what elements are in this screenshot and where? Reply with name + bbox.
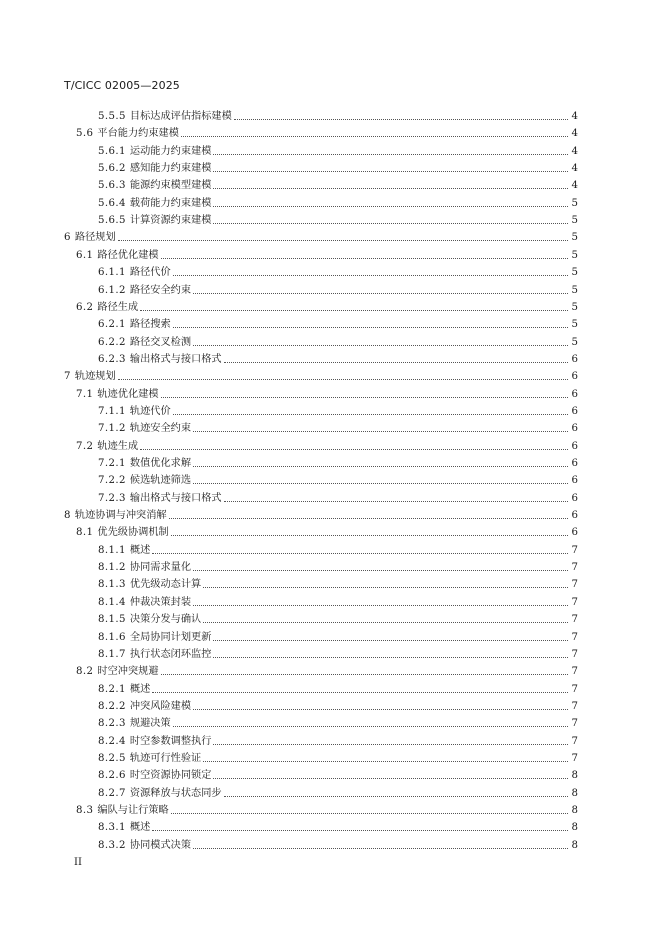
toc-section-title: 全局协同计划更新	[129, 631, 212, 643]
toc-dot-leader	[161, 396, 568, 398]
toc-dot-leader	[213, 743, 567, 745]
toc-section-title: 运动能力约束建模	[129, 145, 212, 157]
toc-section-number: 5.6.4	[98, 197, 126, 209]
toc-section-number: 5.6.2	[98, 163, 126, 175]
toc-dot-leader	[161, 257, 568, 259]
toc-page-number: 6	[571, 440, 578, 452]
toc-section-title: 轨迹协调与冲突消解	[74, 510, 167, 522]
toc-entry[interactable]	[64, 228, 578, 245]
toc-dot-leader	[193, 430, 567, 432]
toc-entry[interactable]	[98, 211, 578, 228]
toc-section-number: 8.2.4	[98, 735, 126, 747]
toc-section-number: 8.1.6	[98, 631, 126, 643]
toc-dot-leader	[118, 378, 568, 380]
toc-section-title: 规避决策	[129, 718, 171, 730]
toc-section-title: 概述	[129, 822, 151, 834]
toc-section-title: 轨迹安全约束	[129, 423, 192, 435]
toc-page-number: 7	[571, 666, 578, 678]
toc-section-number: 8.2.3	[98, 718, 126, 730]
toc-section-number: 8	[64, 510, 71, 522]
toc-entry[interactable]	[76, 662, 578, 679]
toc-section-number: 6.2.1	[98, 319, 126, 331]
toc-section-number: 8.3.1	[98, 822, 126, 834]
toc-section-number: 6.2	[76, 301, 94, 313]
toc-section-number: 6.1	[76, 249, 94, 261]
toc-entry[interactable]	[98, 628, 578, 645]
toc-section-number: 6.2.3	[98, 353, 126, 365]
toc-page-number: 6	[571, 423, 578, 435]
toc-section-number: 7.2.2	[98, 475, 126, 487]
toc-dot-leader	[213, 187, 567, 189]
toc-page-number: 5	[571, 267, 578, 279]
toc-page-number: 6	[571, 388, 578, 400]
toc-entry[interactable]	[76, 801, 578, 818]
toc-section-number: 8.3	[76, 805, 94, 816]
toc-dot-leader	[213, 222, 567, 224]
toc-dot-leader	[234, 118, 568, 120]
toc-section-number: 7	[64, 371, 71, 383]
toc-entry[interactable]	[98, 419, 578, 436]
toc-section-number: 8.2.2	[98, 700, 126, 712]
toc-entry[interactable]	[98, 281, 578, 298]
toc-dot-leader	[213, 656, 567, 658]
toc-section-title: 能源约束模型建模	[129, 180, 212, 192]
toc-section-title: 时空资源协同锁定	[129, 770, 212, 782]
toc-section-title: 概述	[129, 683, 151, 695]
toc-entry[interactable]	[76, 124, 578, 141]
toc-dot-leader	[161, 673, 568, 675]
toc-page-number: 4	[571, 111, 578, 122]
toc-section-title: 感知能力约束建模	[129, 163, 212, 175]
toc-page-number: 5	[571, 336, 578, 348]
toc-page-number: 6	[571, 510, 578, 522]
toc-entry[interactable]	[98, 575, 578, 592]
toc-section-number: 8.1.5	[98, 614, 126, 626]
toc-section-number: 8.2.1	[98, 683, 126, 695]
toc-section-title: 数值优化求解	[129, 458, 192, 469]
toc-entry[interactable]	[98, 541, 578, 558]
toc-section-title: 路径代价	[129, 267, 171, 279]
toc-section-title: 协同需求量化	[129, 562, 192, 574]
toc-section-title: 路径搜索	[129, 319, 171, 331]
toc-dot-leader	[152, 552, 567, 554]
toc-dot-leader	[118, 239, 568, 241]
toc-page-number: 7	[571, 700, 578, 712]
toc-page-number: 4	[571, 128, 578, 140]
toc-section-title: 目标达成评估指标建模	[129, 111, 232, 122]
toc-page-number: 7	[571, 648, 578, 660]
toc-dot-leader	[173, 413, 568, 415]
toc-section-title: 轨迹代价	[129, 405, 171, 417]
toc-section-title: 决策分发与确认	[129, 614, 202, 626]
toc-entry[interactable]	[76, 246, 578, 263]
toc-section-number: 7.1.1	[98, 405, 126, 417]
toc-dot-leader	[152, 829, 567, 831]
toc-page-number: 4	[571, 145, 578, 157]
toc-page-number: 7	[571, 683, 578, 695]
toc-section-title: 编队与让行策略	[97, 805, 169, 816]
toc-entry[interactable]	[98, 107, 578, 124]
toc-entry[interactable]	[76, 298, 578, 315]
toc-entry[interactable]	[98, 818, 578, 835]
toc-dot-leader	[224, 795, 568, 797]
toc-section-number: 8.2.5	[98, 752, 126, 764]
toc-entry[interactable]	[98, 350, 578, 367]
toc-entry[interactable]	[98, 784, 578, 801]
toc-entry[interactable]	[98, 142, 578, 159]
toc-section-number: 8.2.6	[98, 770, 126, 782]
toc-section-title: 协同模式决策	[129, 839, 192, 851]
toc-section-number: 8.2	[76, 666, 94, 678]
toc-section-title: 仲裁决策封装	[129, 596, 192, 608]
toc-entry[interactable]	[98, 749, 578, 766]
toc-section-title: 路径安全约束	[129, 284, 192, 296]
toc-page-number: 5	[571, 232, 578, 244]
toc-entry[interactable]	[98, 315, 578, 332]
toc-dot-leader	[224, 361, 568, 363]
toc-section-number: 7.2.1	[98, 458, 126, 469]
toc-section-number: 7.2	[76, 440, 94, 452]
toc-section-title: 平台能力约束建模	[97, 128, 179, 140]
toc-entry[interactable]	[64, 367, 578, 384]
toc-page-number: 7	[571, 596, 578, 608]
toc-section-number: 8.2.7	[98, 787, 126, 799]
toc-section-number: 5.5.5	[98, 111, 126, 122]
toc-section-number: 8.1	[76, 527, 94, 539]
toc-section-number: 8.3.2	[98, 839, 126, 851]
toc-page-number: 6	[571, 492, 578, 504]
document-code-header: T/CICC 02005—2025	[64, 79, 180, 92]
toc-page-number: 7	[571, 631, 578, 643]
toc-section-number: 6.2.2	[98, 336, 126, 348]
toc-entry[interactable]	[76, 437, 578, 454]
toc-section-number: 6.1.1	[98, 267, 126, 279]
toc-dot-leader	[140, 309, 567, 311]
toc-entry[interactable]	[98, 836, 578, 853]
toc-dot-leader	[224, 500, 568, 502]
toc-entry[interactable]	[76, 523, 578, 540]
toc-page-number: 8	[571, 805, 578, 816]
toc-page-number: 6	[571, 458, 578, 469]
toc-section-number: 5.6.3	[98, 180, 126, 192]
toc-page-number: 5	[571, 301, 578, 313]
toc-page-number: 7	[571, 579, 578, 591]
toc-entry[interactable]	[98, 766, 578, 783]
toc-page-number: 6	[571, 475, 578, 487]
toc-section-title: 候选轨迹筛选	[129, 475, 192, 487]
toc-dot-leader	[213, 639, 567, 641]
toc-dot-leader	[193, 292, 567, 294]
toc-dot-leader	[193, 708, 567, 710]
toc-section-title: 轨迹可行性验证	[129, 752, 202, 764]
toc-dot-leader	[140, 448, 567, 450]
toc-dot-leader	[193, 482, 567, 484]
toc-section-title: 路径生成	[97, 301, 139, 313]
toc-dot-leader	[213, 153, 567, 155]
toc-page-number: 7	[571, 562, 578, 574]
toc-page-number: 5	[571, 197, 578, 209]
toc-page-number: 4	[571, 180, 578, 192]
toc-section-title: 轨迹规划	[74, 371, 116, 383]
toc-section-title: 路径优化建模	[97, 249, 159, 261]
toc-dot-leader	[193, 465, 567, 467]
toc-entry[interactable]	[98, 333, 578, 350]
toc-section-number: 7.2.3	[98, 492, 126, 504]
toc-section-title: 冲突风险建模	[129, 700, 192, 712]
toc-section-number: 6	[64, 232, 71, 244]
toc-dot-leader	[193, 604, 567, 606]
toc-section-number: 8.1.2	[98, 562, 126, 574]
page-number-footer: II	[74, 857, 82, 868]
toc-page-number: 6	[571, 527, 578, 539]
toc-page-number: 6	[571, 371, 578, 383]
toc-page-number: 8	[571, 787, 578, 799]
toc-dot-leader	[152, 691, 567, 693]
toc-entry[interactable]	[98, 263, 578, 280]
toc-section-title: 概述	[129, 544, 151, 556]
toc-section-title: 资源释放与状态同步	[129, 787, 222, 799]
toc-section-number: 6.1.2	[98, 284, 126, 296]
toc-page-number: 8	[571, 770, 578, 782]
toc-entry[interactable]	[98, 610, 578, 627]
toc-page-number: 7	[571, 614, 578, 626]
toc-section-number: 5.6.1	[98, 145, 126, 157]
toc-page-number: 5	[571, 284, 578, 296]
toc-section-title: 路径交叉检测	[129, 336, 192, 348]
toc-page-number: 6	[571, 353, 578, 365]
toc-dot-leader	[169, 517, 568, 519]
toc-dot-leader	[203, 586, 567, 588]
toc-entry[interactable]	[98, 176, 578, 193]
toc-entry[interactable]	[98, 645, 578, 662]
toc-page-number: 5	[571, 319, 578, 331]
toc-entry[interactable]	[98, 697, 578, 714]
toc-dot-leader	[173, 326, 568, 328]
toc-entry[interactable]	[98, 402, 578, 419]
toc-section-title: 时空冲突规避	[97, 666, 159, 678]
toc-section-title: 路径规划	[74, 232, 116, 244]
toc-section-title: 输出格式与接口格式	[129, 492, 222, 504]
toc-page-number: 7	[571, 752, 578, 764]
toc-entry[interactable]	[76, 385, 578, 402]
toc-page-number: 8	[571, 822, 578, 834]
toc-page-number: 6	[571, 405, 578, 417]
toc-page-number: 5	[571, 249, 578, 261]
toc-entry[interactable]	[98, 732, 578, 749]
toc-section-number: 7.1.2	[98, 423, 126, 435]
toc-section-title: 优先级协调机制	[97, 527, 169, 539]
toc-dot-leader	[203, 760, 567, 762]
toc-entry[interactable]	[98, 471, 578, 488]
toc-section-title: 输出格式与接口格式	[129, 353, 222, 365]
toc-entry[interactable]	[98, 680, 578, 697]
toc-section-title: 时空参数调整执行	[129, 735, 212, 747]
toc-dot-leader	[173, 274, 568, 276]
toc-section-number: 5.6	[76, 128, 94, 140]
toc-page-number: 5	[571, 215, 578, 227]
toc-entry[interactable]	[64, 506, 578, 523]
toc-dot-leader	[193, 569, 567, 571]
toc-page-number: 7	[571, 718, 578, 730]
toc-entry[interactable]	[98, 593, 578, 610]
toc-section-number: 8.1.3	[98, 579, 126, 591]
toc-entry[interactable]	[98, 489, 578, 506]
toc-page-number: 7	[571, 735, 578, 747]
toc-page-number: 8	[571, 839, 578, 851]
toc-dot-leader	[193, 847, 567, 849]
toc-entry[interactable]	[98, 714, 578, 731]
toc-section-number: 8.1.4	[98, 596, 126, 608]
toc-section-title: 优先级动态计算	[129, 579, 202, 591]
toc-page-number: 4	[571, 163, 578, 175]
toc-dot-leader	[173, 725, 568, 727]
toc-dot-leader	[171, 812, 568, 814]
toc-dot-leader	[181, 135, 568, 137]
toc-entry[interactable]	[98, 194, 578, 211]
toc-entry[interactable]	[98, 454, 578, 471]
toc-entry[interactable]	[98, 558, 578, 575]
toc-dot-leader	[193, 344, 567, 346]
toc-section-number: 8.1.7	[98, 648, 126, 660]
toc-section-number: 5.6.5	[98, 215, 126, 227]
toc-section-number: 7.1	[76, 388, 94, 400]
toc-section-title: 执行状态闭环监控	[129, 648, 212, 660]
toc-entry[interactable]	[98, 159, 578, 176]
toc-section-title: 载荷能力约束建模	[129, 197, 212, 209]
toc-dot-leader	[171, 534, 568, 536]
toc-section-title: 轨迹生成	[97, 440, 139, 452]
toc-section-title: 计算资源约束建模	[129, 215, 212, 227]
toc-dot-leader	[213, 170, 567, 172]
toc-dot-leader	[203, 621, 567, 623]
toc-section-title: 轨迹优化建模	[97, 388, 159, 400]
toc-page-number: 7	[571, 544, 578, 556]
toc-dot-leader	[213, 205, 567, 207]
toc-section-number: 8.1.1	[98, 544, 126, 556]
toc-dot-leader	[213, 777, 567, 779]
